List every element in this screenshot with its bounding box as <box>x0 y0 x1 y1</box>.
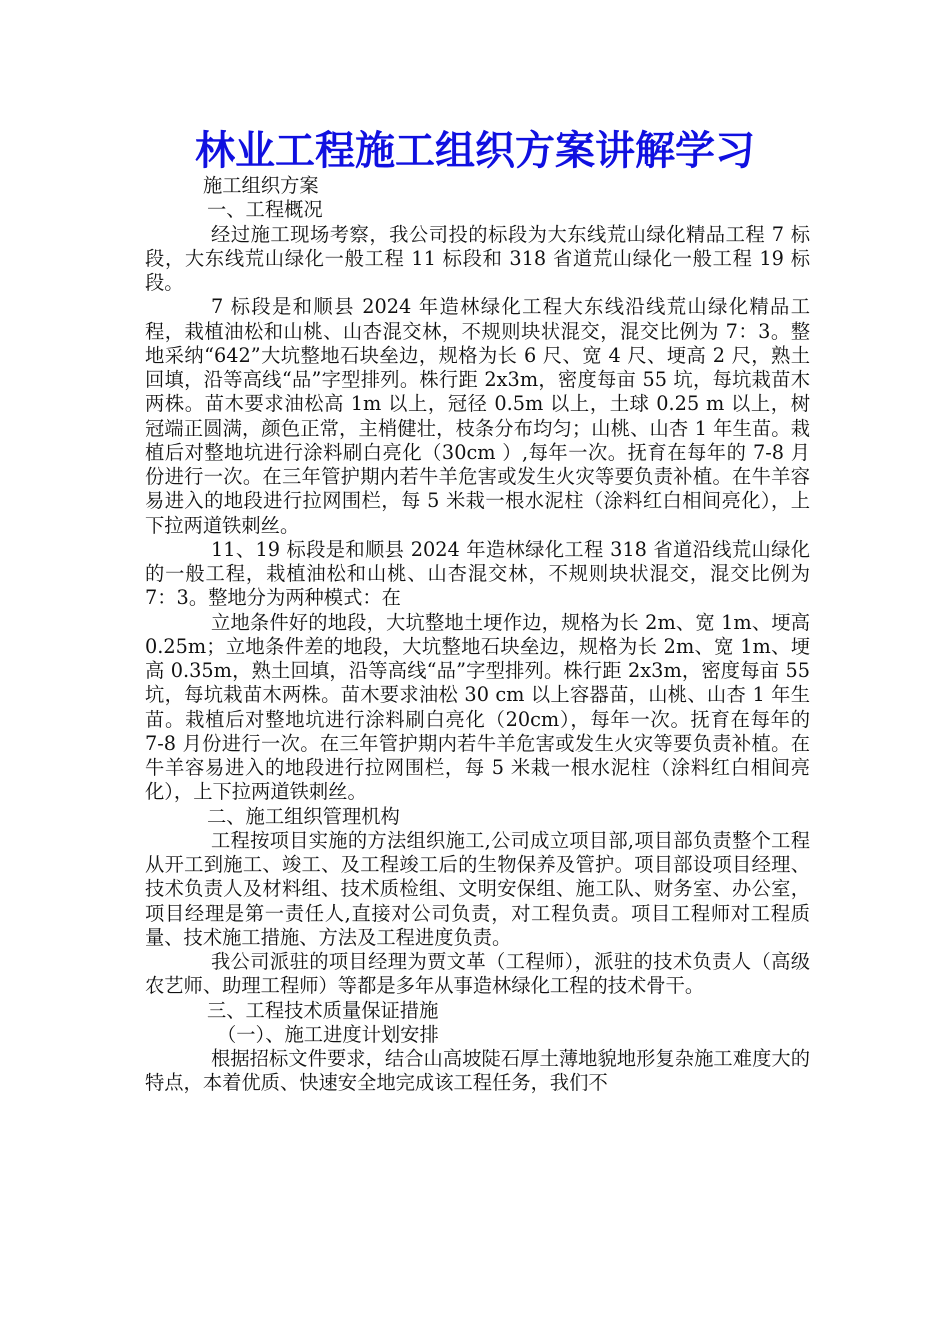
paragraph: 11、19 标段是和顺县 2024 年造林绿化工程 318 省道沿线荒山绿化的一般工程，栽植油松和山桃、山杏混交林，不规则块状混交，混交比例为 7：3。整地分为两种模式：在 <box>145 537 810 610</box>
document-body <box>145 174 810 1096</box>
paragraph: 立地条件好的地段，大坑整地土埂作边，规格为长 2m、宽 1m、埂高 0.25m；立地条件差的地段，大坑整地石块垒边，规格为长 2m、宽 1m、埂高 0.35m，熟土回填，沿等高线“品”字型排列。株行距 2x3m，密度每亩 55 坑，每坑栽苗木两株。苗木要求油松 30 cm 以上容器苗，山桃、山杏 1 年生苗。栽植后对整地坑进行涂料刷白亮化（20cm），每年一次。抚育在每年的 7-8 月份进行一次。在三年管护期内若牛羊危害或发生火灾等要负责补植。在牛羊容易进入的地段进行拉网围栏，每 5 米栽一根水泥柱（涂料红白相间亮化），上下拉两道铁刺丝。 <box>145 610 810 804</box>
section-heading: 二、施工组织管理机构 <box>207 804 400 828</box>
paragraph: 工程按项目实施的方法组织施工,公司成立项目部,项目部负责整个工程从开工到施工、竣工、及工程竣工后的生物保养及管护。项目部设项目经理、技术负责人及材料组、技术质检组、文明安保组、施工队、财务室、办公室，项目经理是第一责任人,直接对公司负责，对工程负责。项目工程师对工程质量、技术施工措施、方法及工程进度负责。 <box>145 828 810 949</box>
subsection-heading: （一）、施工进度计划安排 <box>217 1022 439 1046</box>
document-title: 林业工程施工组织方案讲解学习 <box>195 128 755 174</box>
paragraph: 施工组织方案 <box>203 174 319 197</box>
paragraph: 我公司派驻的项目经理为贾文革（工程师），派驻的技术负责人（高级农艺师、助理工程师）等都是多年从事造林绿化工程的技术骨干。 <box>145 950 810 998</box>
paragraph: 经过施工现场考察，我公司投的标段为大东线荒山绿化精品工程 7 标段，大东线荒山绿化一般工程 11 标段和 318 省道荒山绿化一般工程 19 标段。 <box>145 222 810 294</box>
section-heading: 三、工程技术质量保证措施 <box>207 998 439 1022</box>
paragraph: 根据招标文件要求，结合山高坡陡石厚土薄地貌地形复杂施工难度大的特点，本着优质、快速安全地完成该工程任务，我们不 <box>145 1047 810 1095</box>
section-heading: 一、工程概况 <box>207 198 323 222</box>
paragraph: 7 标段是和顺县 2024 年造林绿化工程大东线沿线荒山绿化精品工程，栽植油松和山桃、山杏混交林，不规则块状混交，混交比例为 7：3。整地采纳“642”大坑整地石块垒边，规格为长 6 尺、宽 4 尺、埂高 2 尺，熟土回填，沿等高线“品”字型排列。株行距 2x3m，密度每亩 55 坑，每坑栽苗木两株。苗木要求油松高 1m 以上，冠径 0.5m 以上，土球 0.25 m 以上，树冠端正圆满，颜色正常，主梢健壮，枝条分布均匀；山桃、山杏 1 年生苗。栽植后对整地坑进行涂料刷白亮化（30cm ）,每年一次。抚育在每年的 7-8 月份进行一次。在三年管护期内若牛羊危害或发生火灾等要负责补植。在牛羊容易进入的地段进行拉网围栏，每 5 米栽一根水泥柱（涂料红白相间亮化），上下拉两道铁刺丝。 <box>145 295 810 537</box>
